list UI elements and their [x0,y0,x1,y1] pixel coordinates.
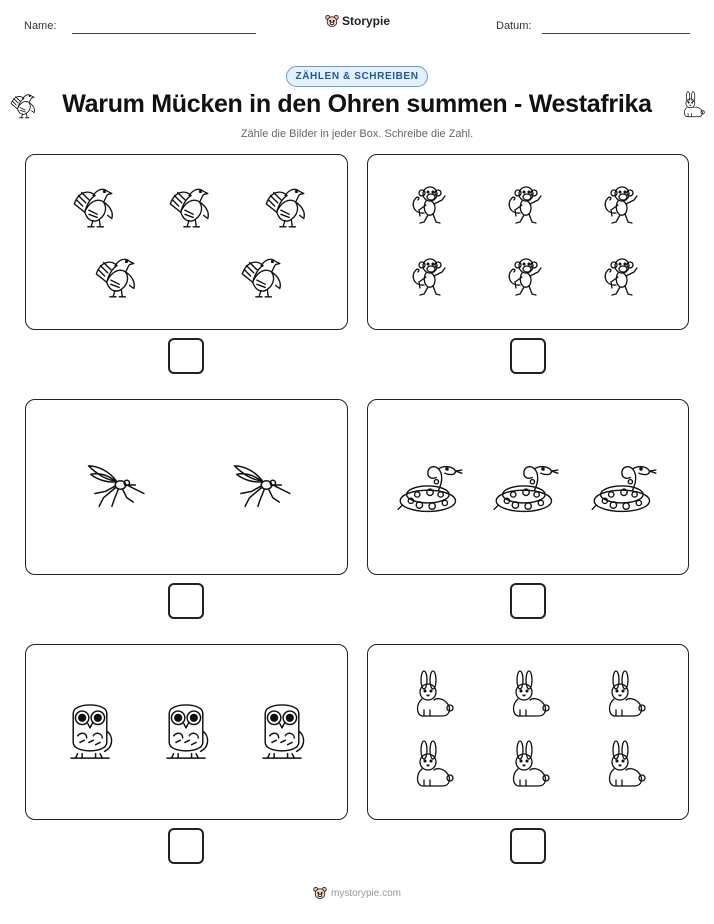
name-line[interactable] [72,33,256,34]
count-box-eagles [25,154,348,330]
count-box-snakes [367,399,689,575]
brand-logo [325,13,390,29]
owl-icon [254,695,310,763]
footer [0,886,714,900]
bear-icon [325,13,339,29]
snake-icon [590,456,658,518]
rabbit-icon [406,737,456,793]
mosquito-icon [226,456,292,514]
owl-icon [62,695,118,763]
bear-icon [313,886,327,900]
brand-name: Storypie [342,14,391,28]
rabbit-icon [678,89,706,121]
mosquito-icon [80,456,146,514]
monkey-icon [404,251,454,301]
rabbit-icon [502,737,552,793]
owl-icon [158,695,214,763]
answer-box-rabbits[interactable] [510,828,546,864]
snake-icon [492,456,560,518]
count-box-mosquitoes [25,399,348,575]
monkey-icon [500,179,550,229]
answer-box-eagles[interactable] [168,338,204,374]
count-box-rabbits [367,644,689,820]
eagle-icon [66,181,118,231]
answer-box-monkeys[interactable] [510,338,546,374]
name-label: Name: [24,20,57,32]
snake-icon [396,456,464,518]
answer-box-mosquitoes[interactable] [168,583,204,619]
monkey-icon [596,179,646,229]
eagle-icon [234,251,286,301]
eagle-icon [258,181,310,231]
monkey-icon [596,251,646,301]
rabbit-icon [598,737,648,793]
date-line[interactable] [542,33,690,34]
answer-box-snakes[interactable] [510,583,546,619]
rabbit-icon [406,667,456,723]
answer-box-owls[interactable] [168,828,204,864]
page-title: Warum Mücken in den Ohren summen - Westafrika [62,90,652,118]
eagle-icon [88,251,140,301]
eagle-icon [162,181,214,231]
footer-site[interactable]: mystorypie.com [330,887,401,899]
rabbit-icon [502,667,552,723]
count-box-owls [25,644,348,820]
rabbit-icon [598,667,648,723]
topic-badge: ZÄHLEN & SCHREIBEN [286,66,428,87]
monkey-icon [500,251,550,301]
count-box-monkeys [367,154,689,330]
instructions: Zähle die Bilder in jeder Box. Schreibe die Zahl. [240,128,474,140]
monkey-icon [404,179,454,229]
date-label: Datum: [496,20,532,32]
